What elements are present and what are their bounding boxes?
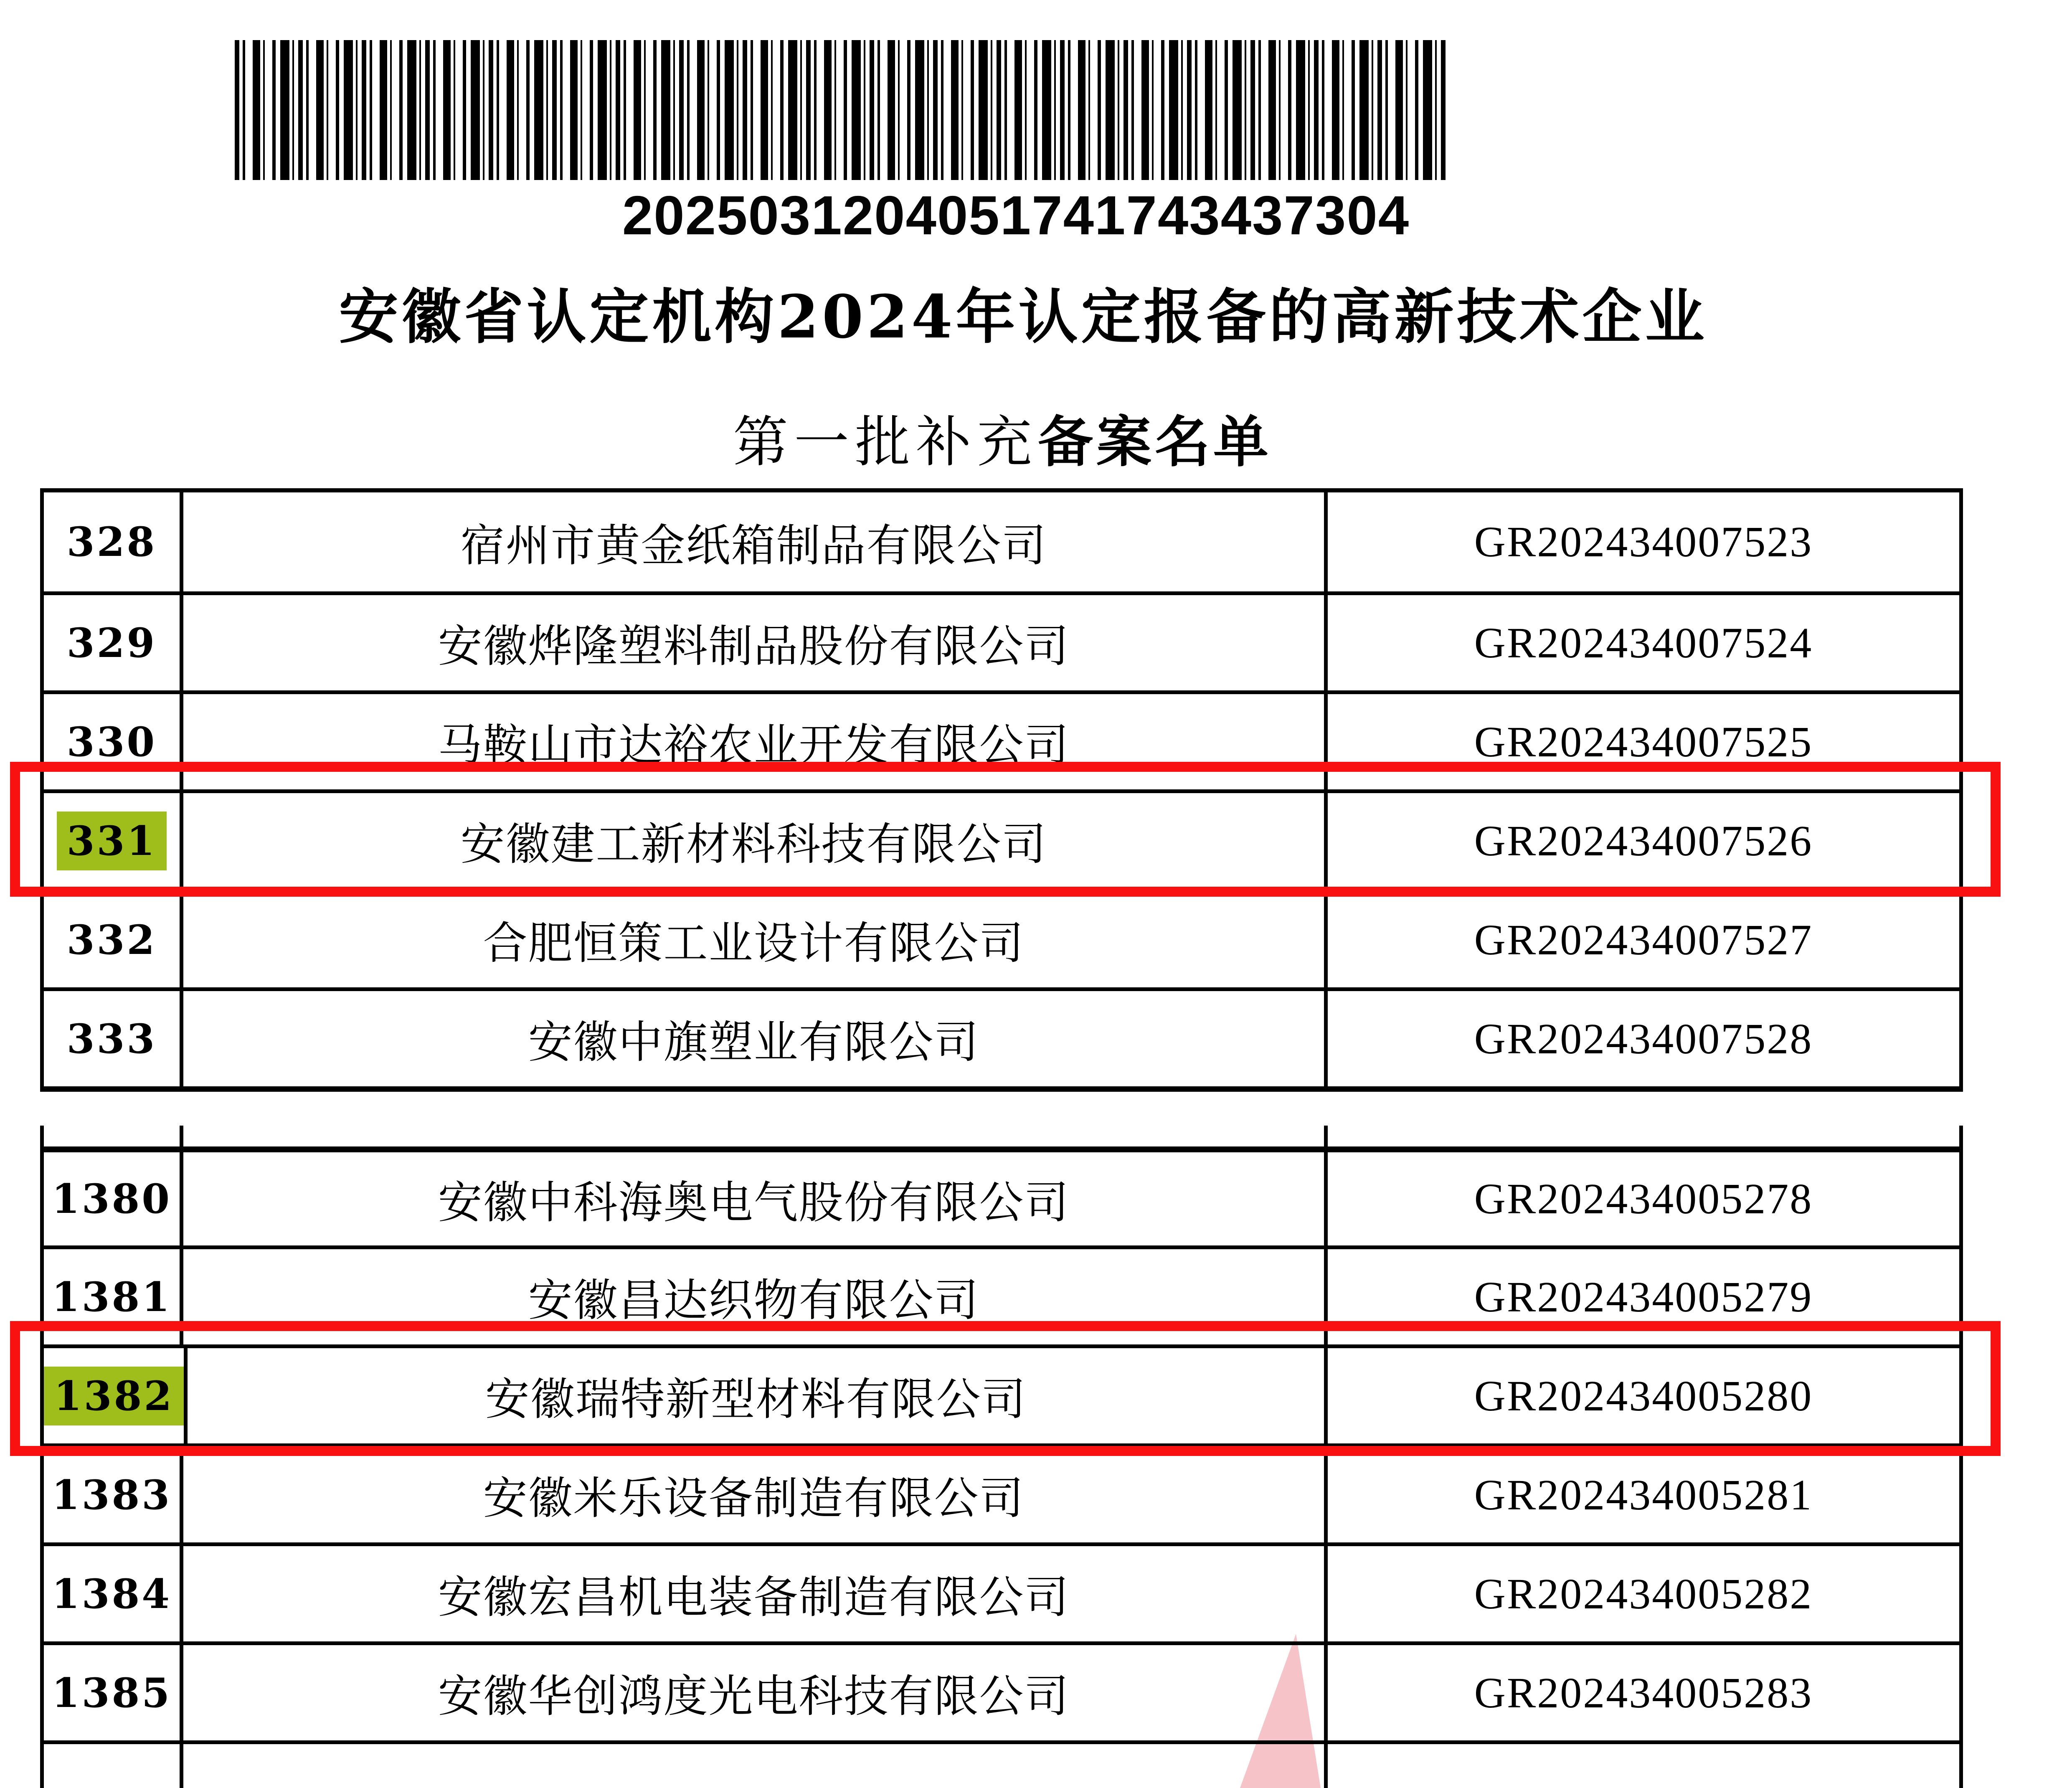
company-name-cell: [180, 1546, 1324, 1641]
company-name-cell: [180, 595, 1324, 690]
table-row: [44, 1146, 1959, 1245]
certificate-code: GR202434005283: [1474, 1669, 1813, 1717]
table-row: [44, 987, 1959, 1086]
barcode-number: 2025031204051741743437304: [622, 185, 1410, 246]
row-number: 1383: [51, 1471, 172, 1519]
row-number-cell: [44, 1447, 180, 1542]
company-name-cell: [180, 694, 1324, 789]
subtitle-emphasis: 备案名单: [1038, 410, 1272, 474]
row-number: 330: [66, 718, 157, 766]
company-name: 马鞍山市达裕农业开发有限公司: [438, 720, 1070, 771]
company-name: 安徽建工新材料科技有限公司: [460, 819, 1047, 870]
row-number: 1381: [51, 1273, 172, 1321]
table-row: [44, 690, 1959, 789]
row-number-cell: [44, 1126, 180, 1146]
certificate-code-cell: [1324, 1546, 1959, 1641]
row-number: 333: [66, 1015, 157, 1063]
table-row: [44, 492, 1959, 591]
row-number-cell: [44, 1348, 184, 1443]
row-number-cell: [44, 1249, 180, 1344]
row-number-cell: [44, 1645, 180, 1740]
certificate-code-cell: [1324, 793, 1959, 888]
row-number-cell: [44, 1546, 180, 1641]
subtitle-prefix: 第一批补充: [733, 412, 1038, 473]
company-name: 安徽瑞特新型材料有限公司: [485, 1374, 1027, 1425]
document-title: 安徽省认定机构2024年认定报备的高新技术企业: [339, 282, 1708, 352]
company-name-cell: [180, 1249, 1324, 1344]
certificate-code-cell: [1324, 492, 1959, 591]
company-name: 安徽昌达织物有限公司: [528, 1275, 979, 1326]
row-number-cell: [44, 892, 180, 987]
certificate-code-cell: [1324, 595, 1959, 690]
company-name-cell: [180, 1447, 1324, 1542]
row-number: 328: [66, 518, 157, 566]
company-name-cell: [180, 492, 1324, 591]
barcode: [235, 40, 1448, 180]
table-row: [44, 1542, 1959, 1641]
certificate-code-cell: [1324, 1249, 1959, 1344]
row-number-cell: [44, 595, 180, 690]
company-name-cell: [180, 793, 1324, 888]
row-number: 1380: [51, 1175, 172, 1222]
company-name-cell: [180, 1744, 1324, 1788]
table-row-highlighted-1382: [44, 1344, 1959, 1443]
table-row: [44, 1641, 1959, 1740]
certificate-code-cell: [1324, 1645, 1959, 1740]
company-name-cell: [180, 1645, 1324, 1740]
row-number: 332: [66, 916, 157, 964]
company-name-cell: [180, 1152, 1324, 1245]
certificate-code-cell: [1324, 1152, 1959, 1245]
certificate-code: GR202434007527: [1474, 916, 1813, 964]
certificate-code-cell: [1324, 1447, 1959, 1542]
document-subtitle: [0, 398, 2005, 477]
company-name: 安徽中旗塑业有限公司: [528, 1017, 979, 1068]
row-number: 329: [66, 619, 157, 667]
certificate-code-cell: [1324, 991, 1959, 1086]
certificate-code-cell: [1324, 1126, 1959, 1146]
certificate-code-cell: [1324, 1744, 1959, 1788]
certificate-code: GR202434005282: [1474, 1570, 1813, 1618]
certificate-code-cell: [1324, 892, 1959, 987]
table-rows-1380-1385: [40, 1126, 1963, 1788]
certificate-code: GR202434007524: [1474, 619, 1813, 667]
row-number-highlighted: 331: [57, 812, 167, 870]
certificate-code-cell: [1324, 694, 1959, 789]
table-row: [44, 888, 1959, 987]
table-cut-row-top: [44, 1126, 1959, 1146]
table-row: [44, 1245, 1959, 1344]
row-number: 1385: [51, 1669, 172, 1717]
certificate-code: GR202434007525: [1474, 718, 1813, 766]
certificate-code-cell: [1324, 1348, 1959, 1443]
certificate-code: GR202434007526: [1474, 817, 1813, 865]
company-name: 安徽中科海奥电气股份有限公司: [438, 1177, 1070, 1228]
company-name-cell: [180, 991, 1324, 1086]
company-name-cell: [184, 1348, 1324, 1443]
certificate-code: GR202434005278: [1474, 1175, 1813, 1223]
certificate-code: GR202434005281: [1474, 1471, 1813, 1519]
table-rows-328-333: [40, 488, 1963, 1092]
row-number-cell: [44, 694, 180, 789]
row-number-cell: [44, 991, 180, 1086]
table-row: [44, 591, 1959, 690]
table-cut-row-bottom: [44, 1740, 1959, 1788]
company-name: 安徽华创鸿度光电科技有限公司: [438, 1671, 1070, 1722]
certificate-code: GR202434005280: [1474, 1372, 1813, 1420]
row-number-highlighted: 1382: [44, 1367, 184, 1425]
table-row-highlighted-331: [44, 789, 1959, 888]
company-name: 安徽烨隆塑料制品股份有限公司: [438, 621, 1070, 672]
company-name: 安徽宏昌机电装备制造有限公司: [438, 1572, 1070, 1623]
row-number-cell: [44, 492, 180, 591]
row-number-cell: [44, 1744, 180, 1788]
company-name-cell: [180, 1126, 1324, 1146]
table-row: [44, 1443, 1959, 1542]
company-name: 宿州市黄金纸箱制品有限公司: [460, 520, 1047, 571]
certificate-code: GR202434007523: [1474, 518, 1813, 566]
certificate-code: GR202434007528: [1474, 1014, 1813, 1063]
row-number: 1384: [51, 1570, 172, 1618]
row-number-cell: [44, 793, 180, 888]
certificate-code: GR202434005279: [1474, 1273, 1813, 1321]
company-name: 安徽米乐设备制造有限公司: [483, 1473, 1025, 1524]
company-name: 合肥恒策工业设计有限公司: [483, 918, 1025, 969]
company-name-cell: [180, 892, 1324, 987]
row-number-cell: [44, 1152, 180, 1245]
